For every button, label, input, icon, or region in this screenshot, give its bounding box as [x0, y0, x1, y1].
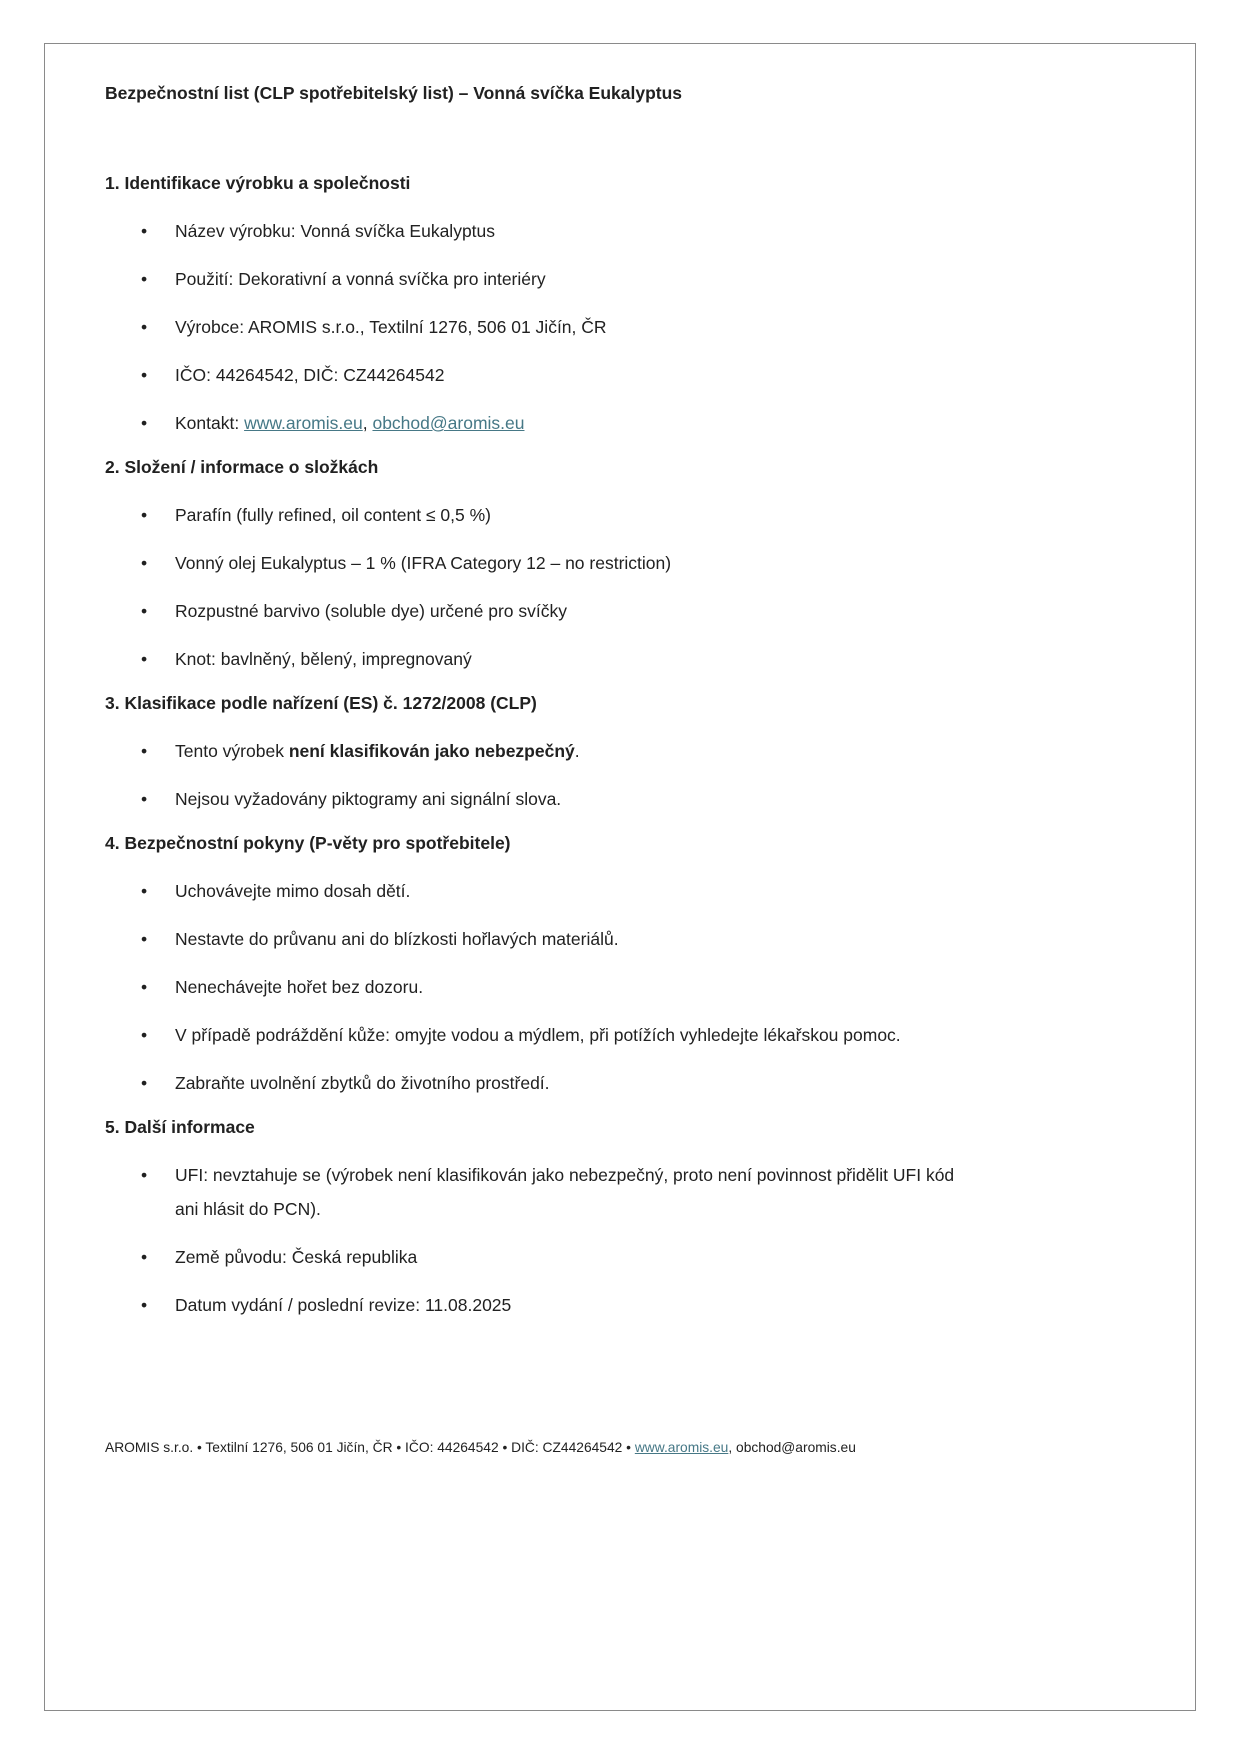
bullet-text: UFI: nevztahuje se (výrobek není klasifikován jako nebezpečný, proto není povinnost přidělit UFI kód ani hlásit do PCN). — [175, 1165, 955, 1219]
text-run-bold: není klasifikován jako nebezpečný — [288, 741, 575, 761]
section-heading-classification: 3. Klasifikace podle nařízení (ES) č. 1272/2008 (CLP) — [105, 693, 537, 713]
bullet-text: Název výrobku: Vonná svíčka Eukalyptus — [175, 221, 496, 241]
list-item — [105, 970, 1105, 1004]
bullet-text: Datum vydání / poslední revize: 11.08.2025 — [175, 1295, 512, 1315]
bullet-text: Použití: Dekorativní a vonná svíčka pro interiéry — [175, 269, 546, 289]
bullet-text: Zabraňte uvolnění zbytků do životního prostředí. — [175, 1073, 550, 1093]
link-aromis-email[interactable]: obchod@aromis.eu — [372, 413, 525, 433]
list-item — [105, 922, 1105, 956]
list-item — [105, 1288, 1105, 1322]
list-item — [105, 642, 1105, 676]
bullet-list — [105, 214, 1105, 440]
bullet-text — [175, 734, 580, 768]
section-heading-identification: 1. Identifikace výrobku a společnosti — [105, 173, 411, 193]
section-heading-composition: 2. Složení / informace o složkách — [105, 457, 379, 477]
bullet-text: Knot: bavlněný, bělený, impregnovaný — [175, 649, 472, 669]
bullet-text: Parafín (fully refined, oil content ≤ 0,5 %) — [175, 505, 492, 525]
text-run: , — [362, 413, 373, 433]
list-item — [105, 1066, 1105, 1100]
list-item — [105, 1018, 1105, 1052]
document-body — [105, 76, 1105, 1332]
bullet-text: Rozpustné barvivo (soluble dye) určené pro svíčky — [175, 601, 567, 621]
text-run: Kontakt: — [175, 413, 245, 433]
bullet-icon — [105, 1158, 175, 1192]
list-item — [105, 1240, 1105, 1274]
list-item — [105, 546, 1105, 580]
footer-text: , obchod@aromis.eu — [728, 1440, 856, 1455]
footer-link-aromis-website[interactable]: www.aromis.eu — [634, 1440, 729, 1455]
section-heading-other-information: 5. Další informace — [105, 1117, 255, 1137]
document-title: Bezpečnostní list (CLP spotřebitelský list) – Vonná svíčka Eukalyptus — [105, 83, 683, 103]
list-item — [105, 594, 1105, 628]
bullet-list — [105, 1158, 1105, 1322]
bullet-icon — [105, 782, 175, 816]
bullet-icon — [105, 1066, 175, 1100]
bullet-text: Nestavte do průvanu ani do blízkosti hořlavých materiálů. — [175, 929, 619, 949]
bullet-icon — [105, 1240, 175, 1274]
bullet-icon — [105, 1018, 175, 1052]
list-item — [105, 406, 1105, 440]
bullet-icon — [105, 546, 175, 580]
bullet-text: V případě podráždění kůže: omyjte vodou a mýdlem, při potížích vyhledejte lékařskou pomoc. — [175, 1025, 901, 1045]
bullet-icon — [105, 594, 175, 628]
bullet-text: Nejsou vyžadovány piktogramy ani signální slova. — [175, 789, 562, 809]
list-item — [105, 874, 1105, 908]
bullet-icon — [105, 1288, 175, 1322]
bullet-text: Výrobce: AROMIS s.r.o., Textilní 1276, 506 01 Jičín, ČR — [175, 317, 607, 337]
bullet-icon — [105, 310, 175, 344]
bullet-icon — [105, 406, 175, 440]
list-item — [105, 498, 1105, 532]
link-aromis-website[interactable]: www.aromis.eu — [244, 413, 363, 433]
list-item — [105, 358, 1105, 392]
text-run: Tento výrobek — [175, 741, 289, 761]
bullet-icon — [105, 358, 175, 392]
list-item — [105, 734, 1105, 768]
bullet-icon — [105, 874, 175, 908]
list-item — [105, 310, 1105, 344]
bullet-text: IČO: 44264542, DIČ: CZ44264542 — [175, 365, 445, 385]
bullet-icon — [105, 262, 175, 296]
bullet-text: Uchovávejte mimo dosah dětí. — [175, 881, 411, 901]
bullet-text: Země původu: Česká republika — [175, 1247, 418, 1267]
text-run: . — [574, 741, 580, 761]
bullet-icon — [105, 214, 175, 248]
bullet-icon — [105, 498, 175, 532]
footer-text: AROMIS s.r.o. • Textilní 1276, 506 01 Jičín, ČR • IČO: 44264542 • DIČ: CZ44264542 • — [105, 1440, 635, 1455]
list-item — [105, 782, 1105, 816]
page-footer — [105, 1438, 1145, 1458]
bullet-list — [105, 734, 1105, 816]
section-heading-safety-instructions: 4. Bezpečnostní pokyny (P-věty pro spotřebitele) — [105, 833, 511, 853]
bullet-text — [175, 406, 524, 440]
bullet-text: Nenechávejte hořet bez dozoru. — [175, 977, 424, 997]
bullet-icon — [105, 970, 175, 1004]
bullet-list — [105, 498, 1105, 676]
bullet-text: Vonný olej Eukalyptus – 1 % (IFRA Category 12 – no restriction) — [175, 553, 672, 573]
list-item — [105, 1158, 1105, 1226]
bullet-list — [105, 874, 1105, 1100]
list-item — [105, 262, 1105, 296]
bullet-icon — [105, 642, 175, 676]
bullet-icon — [105, 734, 175, 768]
bullet-icon — [105, 922, 175, 956]
list-item — [105, 214, 1105, 248]
